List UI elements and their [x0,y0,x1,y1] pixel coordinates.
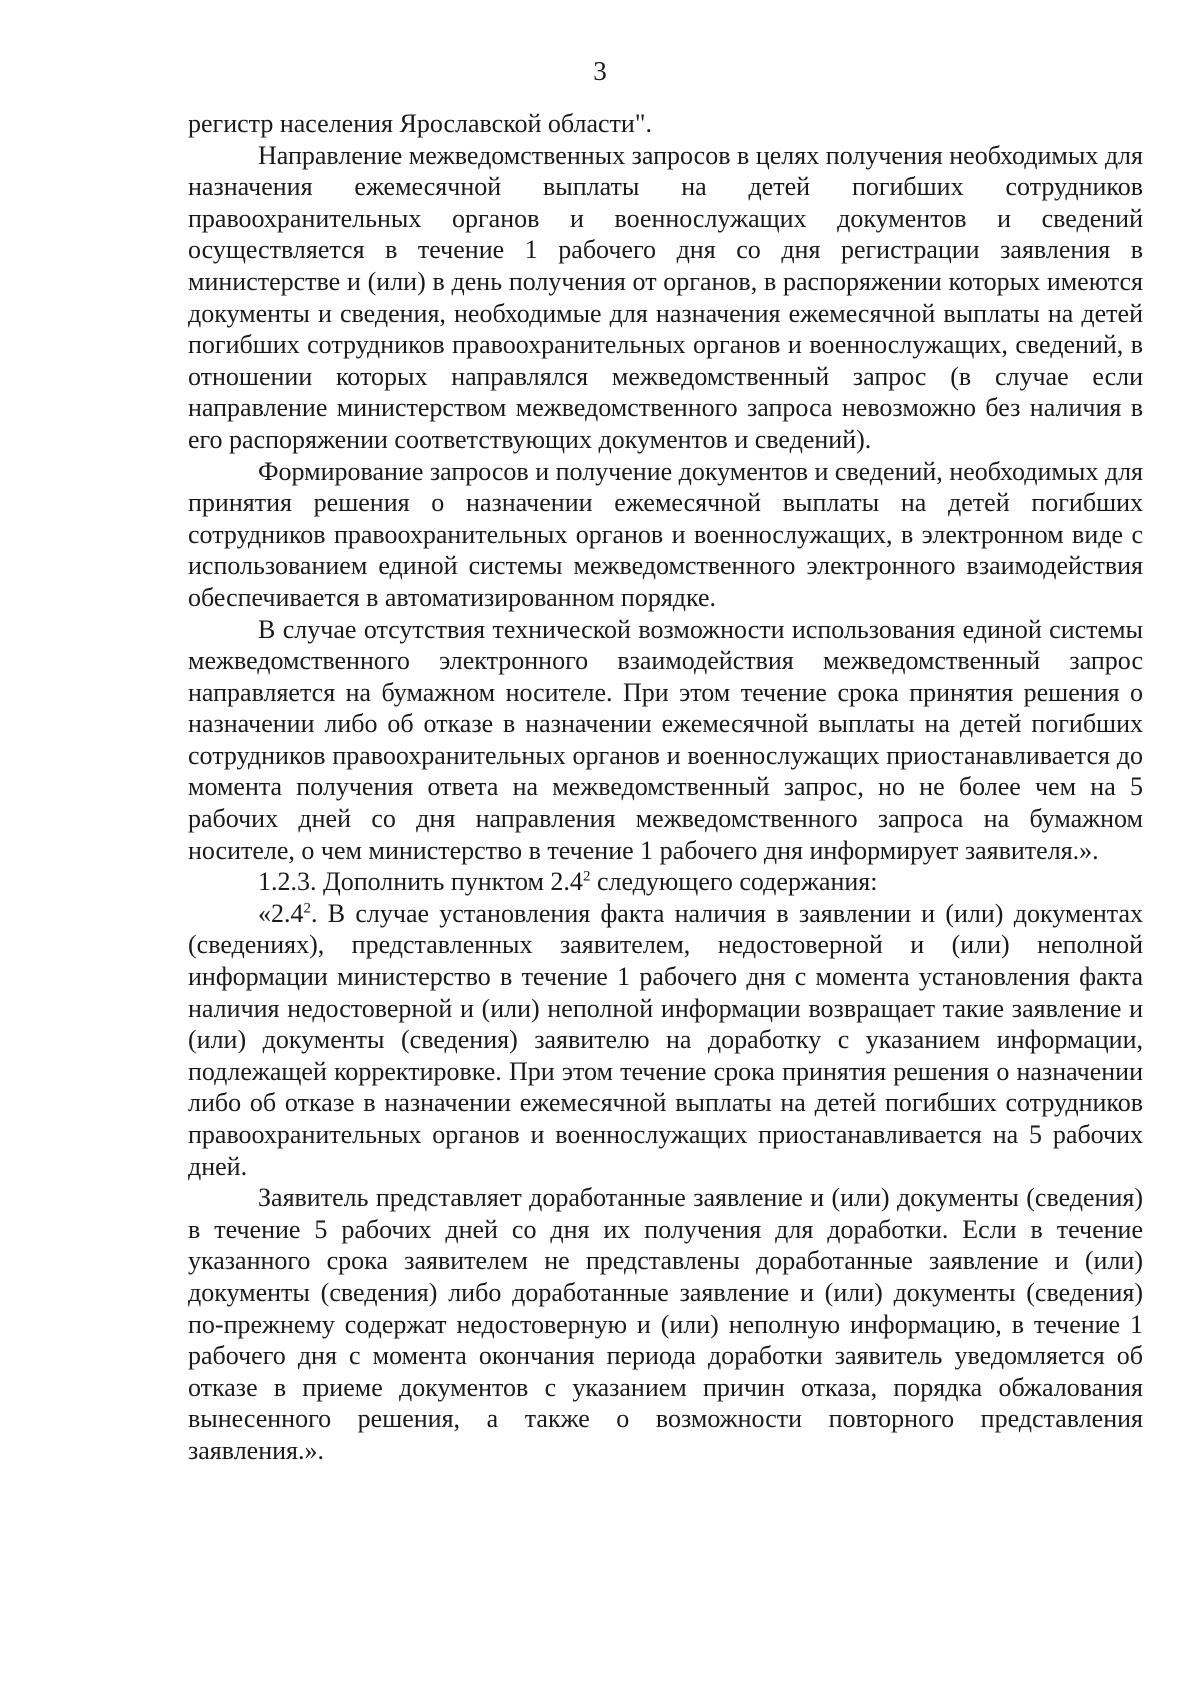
paragraph-interagency-requests: Направление межведомственных запросов в целях получения необходимых для назначения ежемесячной выплаты на детей погибших сотрудников правоохранительных органов и военнослужащих документов и сведений осуществляется в течение 1 рабочего дня со дня регистрации заявления в министерстве и (или) в день получения от органов, в распоряжении которых имеются документы и сведения, необходимые для назначения ежемесячной выплаты на детей погибших сотрудников правоохранительных органов и военнослужащих, сведений, в отношении которых направлялся межведомственный запрос (в случае если направление министерством межведомственного запроса невозможно без наличия в его распоряжении соответствующих документов и сведений). [188,140,1143,454]
clause-text-after: . В случае установления факта наличия в заявлении и (или) документах (сведениях), представленных заявителем, недостоверной и (или) неполной информации министерство в течение 1 рабочего дня с момента установления факта наличия недостоверной и (или) неполной информации возвращает такие заявление и (или) документы (сведения) заявителю на доработку с указанием информации, подлежащей корректировке. При этом течение срока принятия решения о назначении либо об отказе в назначении ежемесячной выплаты на детей погибших сотрудников правоохранительных органов и военнослужащих приостанавливается на 5 рабочих дней. [188,898,1143,1181]
paragraph-continuation: регистр населения Ярославской области". [188,109,652,138]
amendment-text-after: следующего содержания: [590,867,878,897]
paragraph-clause-2-4-2 [188,898,1143,1182]
clause-superscript: 2 [303,900,311,917]
clause-text-before: «2.4 [258,898,304,928]
amendment-superscript: 2 [582,868,591,885]
page-number: 3 [593,56,607,86]
document-body [188,108,1143,1467]
paragraph-applicant-revision: Заявитель представляет доработанные заявление и (или) документы (сведения) в течение 5 рабочих дней со дня их получения для доработки. Если в течение указанного срока заявителем не представлены доработанные заявление и (или) документы (сведения) либо доработанные заявление и (или) документы (сведения) по-прежнему содержат недостоверную и (или) неполную информацию, в течение 1 рабочего дня с момента окончания периода доработки заявитель уведомляется об отказе в приеме документов с указанием причин отказа, порядка обжалования вынесенного решения, а также о возможности повторного представления заявления.». [188,1183,1143,1465]
paragraph-electronic-requests: Формирование запросов и получение документов и сведений, необходимых для принятия решения о назначении ежемесячной выплаты на детей погибших сотрудников правоохранительных органов и военнослужащих, в электронном виде с использованием единой системы межведомственного электронного взаимодействия обеспечивается в автоматизированном порядке. [188,456,1143,612]
amendment-text-before: 1.2.3. Дополнить пунктом 2.4 [258,867,583,897]
paragraph-paper-requests: В случае отсутствия технической возможности использования единой системы межведомственного электронного взаимодействия межведомственный запрос направляется на бумажном носителе. При этом течение срока принятия решения о назначении либо об отказе в назначении ежемесячной выплаты на детей погибших сотрудников правоохранительных органов и военнослужащих приостанавливается до момента получения ответа на межведомственный запрос, но не более чем на 5 рабочих дней со дня направления межведомственного запроса на бумажном носителе, о чем министерство в течение 1 рабочего дня информирует заявителя.». [188,614,1143,865]
paragraph-amendment-1-2-3 [188,866,1143,898]
